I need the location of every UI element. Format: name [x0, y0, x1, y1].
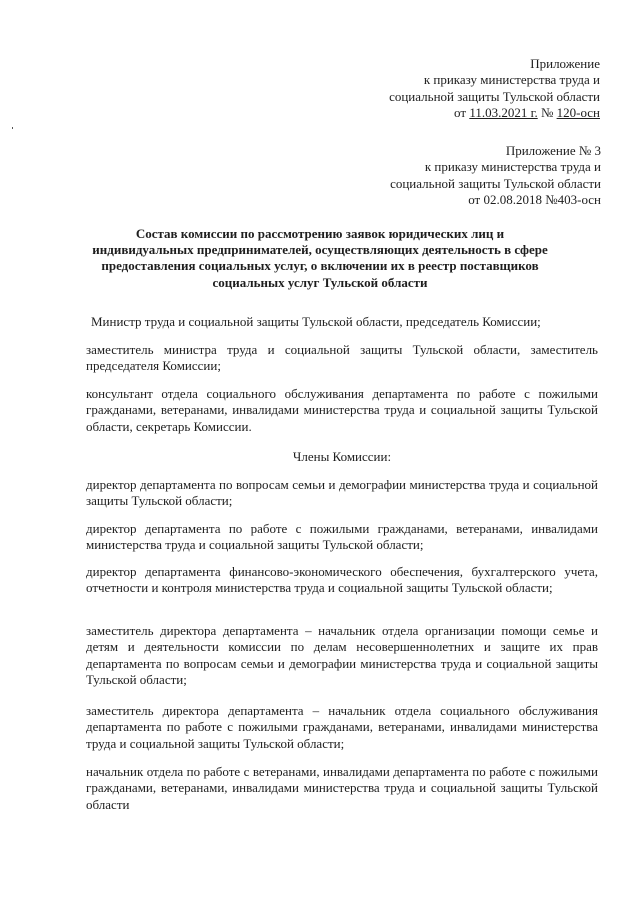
- document-title: [86, 226, 554, 291]
- ministry-line: социальной защиты Тульской области: [389, 88, 600, 104]
- order-reference-line: к приказу министерства труда и: [423, 72, 600, 88]
- appendix-label: Приложение: [530, 56, 600, 71]
- member-entry: начальник отдела по работе с ветеранами, инвалидами департамента по работе с пожилыми гражданами, ветеранами, инвалидами министерства труда и социальной защиты Тульской области: [86, 764, 598, 812]
- members-heading: Члены Комиссии:: [292, 449, 392, 464]
- order-number: 120-осн: [556, 105, 600, 121]
- appendix-header-original: [390, 143, 601, 209]
- order-date: 11.03.2021 г.: [469, 105, 538, 121]
- title-line: предоставления социальных услуг, о включении их в реестр поставщиков: [101, 258, 539, 274]
- appendix-header-current: [389, 56, 600, 122]
- order-date-number-line: [389, 105, 600, 121]
- ministry-line: социальной защиты Тульской области: [390, 175, 601, 191]
- member-entry: директор департамента по вопросам семьи и демографии министерства труда и социальной защиты Тульской области;: [86, 477, 598, 509]
- title-line: индивидуальных предпринимателей, осуществляющих деятельность в сфере: [92, 242, 548, 258]
- title-line: Состав комиссии по рассмотрению заявок юридических лиц и: [135, 226, 505, 241]
- member-entry: директор департамента финансово-экономического обеспечения, бухгалтерского учета, отчетности и контроля министерства труда и социальной защиты Тульской области;: [86, 564, 598, 596]
- date-prefix: от: [454, 105, 470, 121]
- member-entry: заместитель директора департамента – начальник отдела социального обслуживания департамента по работе с пожилыми гражданами, ветеранами, инвалидами министерства труда и социальной защиты Тульской области;: [86, 703, 598, 751]
- appendix-label: Приложение № 3: [505, 143, 601, 158]
- number-sign: №: [537, 105, 557, 121]
- secretary-entry: консультант отдела социального обслуживания департамента по работе с пожилыми гражданами, ветеранами, инвалидами министерства труда и социальной защиты Тульской области, секретарь Комиссии.: [86, 386, 598, 434]
- order-reference-line: к приказу министерства труда и: [424, 159, 601, 175]
- chair-entry: Министр труда и социальной защиты Тульской области, председатель Комиссии;: [91, 314, 541, 329]
- member-entry: директор департамента по работе с пожилыми гражданами, ветеранами, инвалидами министерства труда и социальной защиты Тульской области;: [86, 521, 598, 553]
- member-entry: заместитель директора департамента – начальник отдела организации помощи семье и детям и деятельности комиссии по делам несовершеннолетних и защите их прав департамента по вопросам семьи и демографии министерства труда и социальной защиты Тульской области;: [86, 623, 598, 688]
- deputy-chair-entry: заместитель министра труда и социальной защиты Тульской области, заместитель председателя Комиссии;: [86, 342, 598, 374]
- scan-speck: [12, 127, 13, 129]
- title-line: социальных услуг Тульской области: [212, 274, 428, 290]
- order-date-number-line: от 02.08.2018 №403-осн: [468, 192, 601, 208]
